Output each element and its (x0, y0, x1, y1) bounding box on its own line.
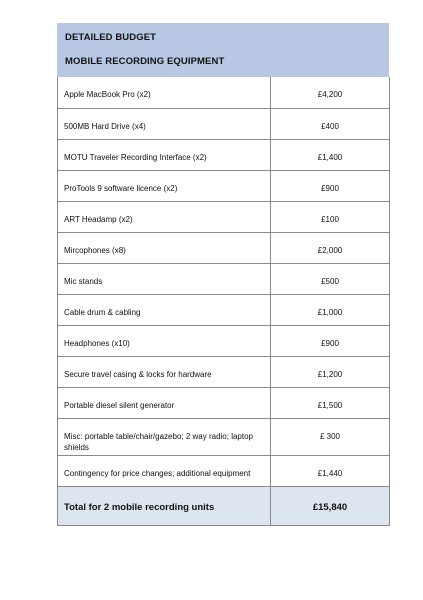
budget-header (57, 23, 389, 77)
total-row (58, 486, 390, 525)
item-amount: £900 (271, 325, 390, 356)
item-amount: £4,200 (271, 77, 390, 108)
table-row (58, 294, 390, 325)
total-label: Total for 2 mobile recording units (58, 486, 271, 525)
item-label: MOTU Traveler Recording Interface (x2) (58, 139, 271, 170)
item-label: Misc: portable table/chair/gazebo; 2 way radio; laptop shields (58, 418, 271, 455)
item-label: Cable drum & cabling (58, 294, 271, 325)
total-amount: £15,840 (271, 486, 390, 525)
item-label: ART Headamp (x2) (58, 201, 271, 232)
budget-subtitle: MOBILE RECORDING EQUIPMENT (65, 56, 225, 67)
table-row (58, 108, 390, 139)
budget-table (57, 77, 390, 526)
table-row (58, 325, 390, 356)
table-row (58, 170, 390, 201)
table-row (58, 387, 390, 418)
item-label: 500MB Hard Drive (x4) (58, 108, 271, 139)
table-row (58, 356, 390, 387)
item-amount: £2,000 (271, 232, 390, 263)
item-amount: £ 300 (271, 418, 390, 455)
table-row (58, 77, 390, 108)
item-amount: £1,400 (271, 139, 390, 170)
table-row (58, 232, 390, 263)
item-label: Portable diesel silent generator (58, 387, 271, 418)
table-row (58, 263, 390, 294)
item-amount: £500 (271, 263, 390, 294)
item-amount: £1,500 (271, 387, 390, 418)
budget-title: DETAILED BUDGET (65, 32, 157, 43)
item-label: Secure travel casing & locks for hardware (58, 356, 271, 387)
table-row (58, 418, 390, 455)
item-label: Headphones (x10) (58, 325, 271, 356)
item-amount: £1,440 (271, 455, 390, 486)
item-label: Mircophones (x8) (58, 232, 271, 263)
table-row (58, 201, 390, 232)
table-row (58, 455, 390, 486)
item-label: ProTools 9 software licence (x2) (58, 170, 271, 201)
item-amount: £1,000 (271, 294, 390, 325)
item-amount: £400 (271, 108, 390, 139)
item-amount: £900 (271, 170, 390, 201)
item-amount: £1,200 (271, 356, 390, 387)
item-amount: £100 (271, 201, 390, 232)
item-label: Apple MacBook Pro (x2) (58, 77, 271, 108)
item-label: Mic stands (58, 263, 271, 294)
table-row (58, 139, 390, 170)
item-label: Contingency for price changes; additional equipment (58, 455, 271, 486)
budget-document (57, 23, 389, 526)
